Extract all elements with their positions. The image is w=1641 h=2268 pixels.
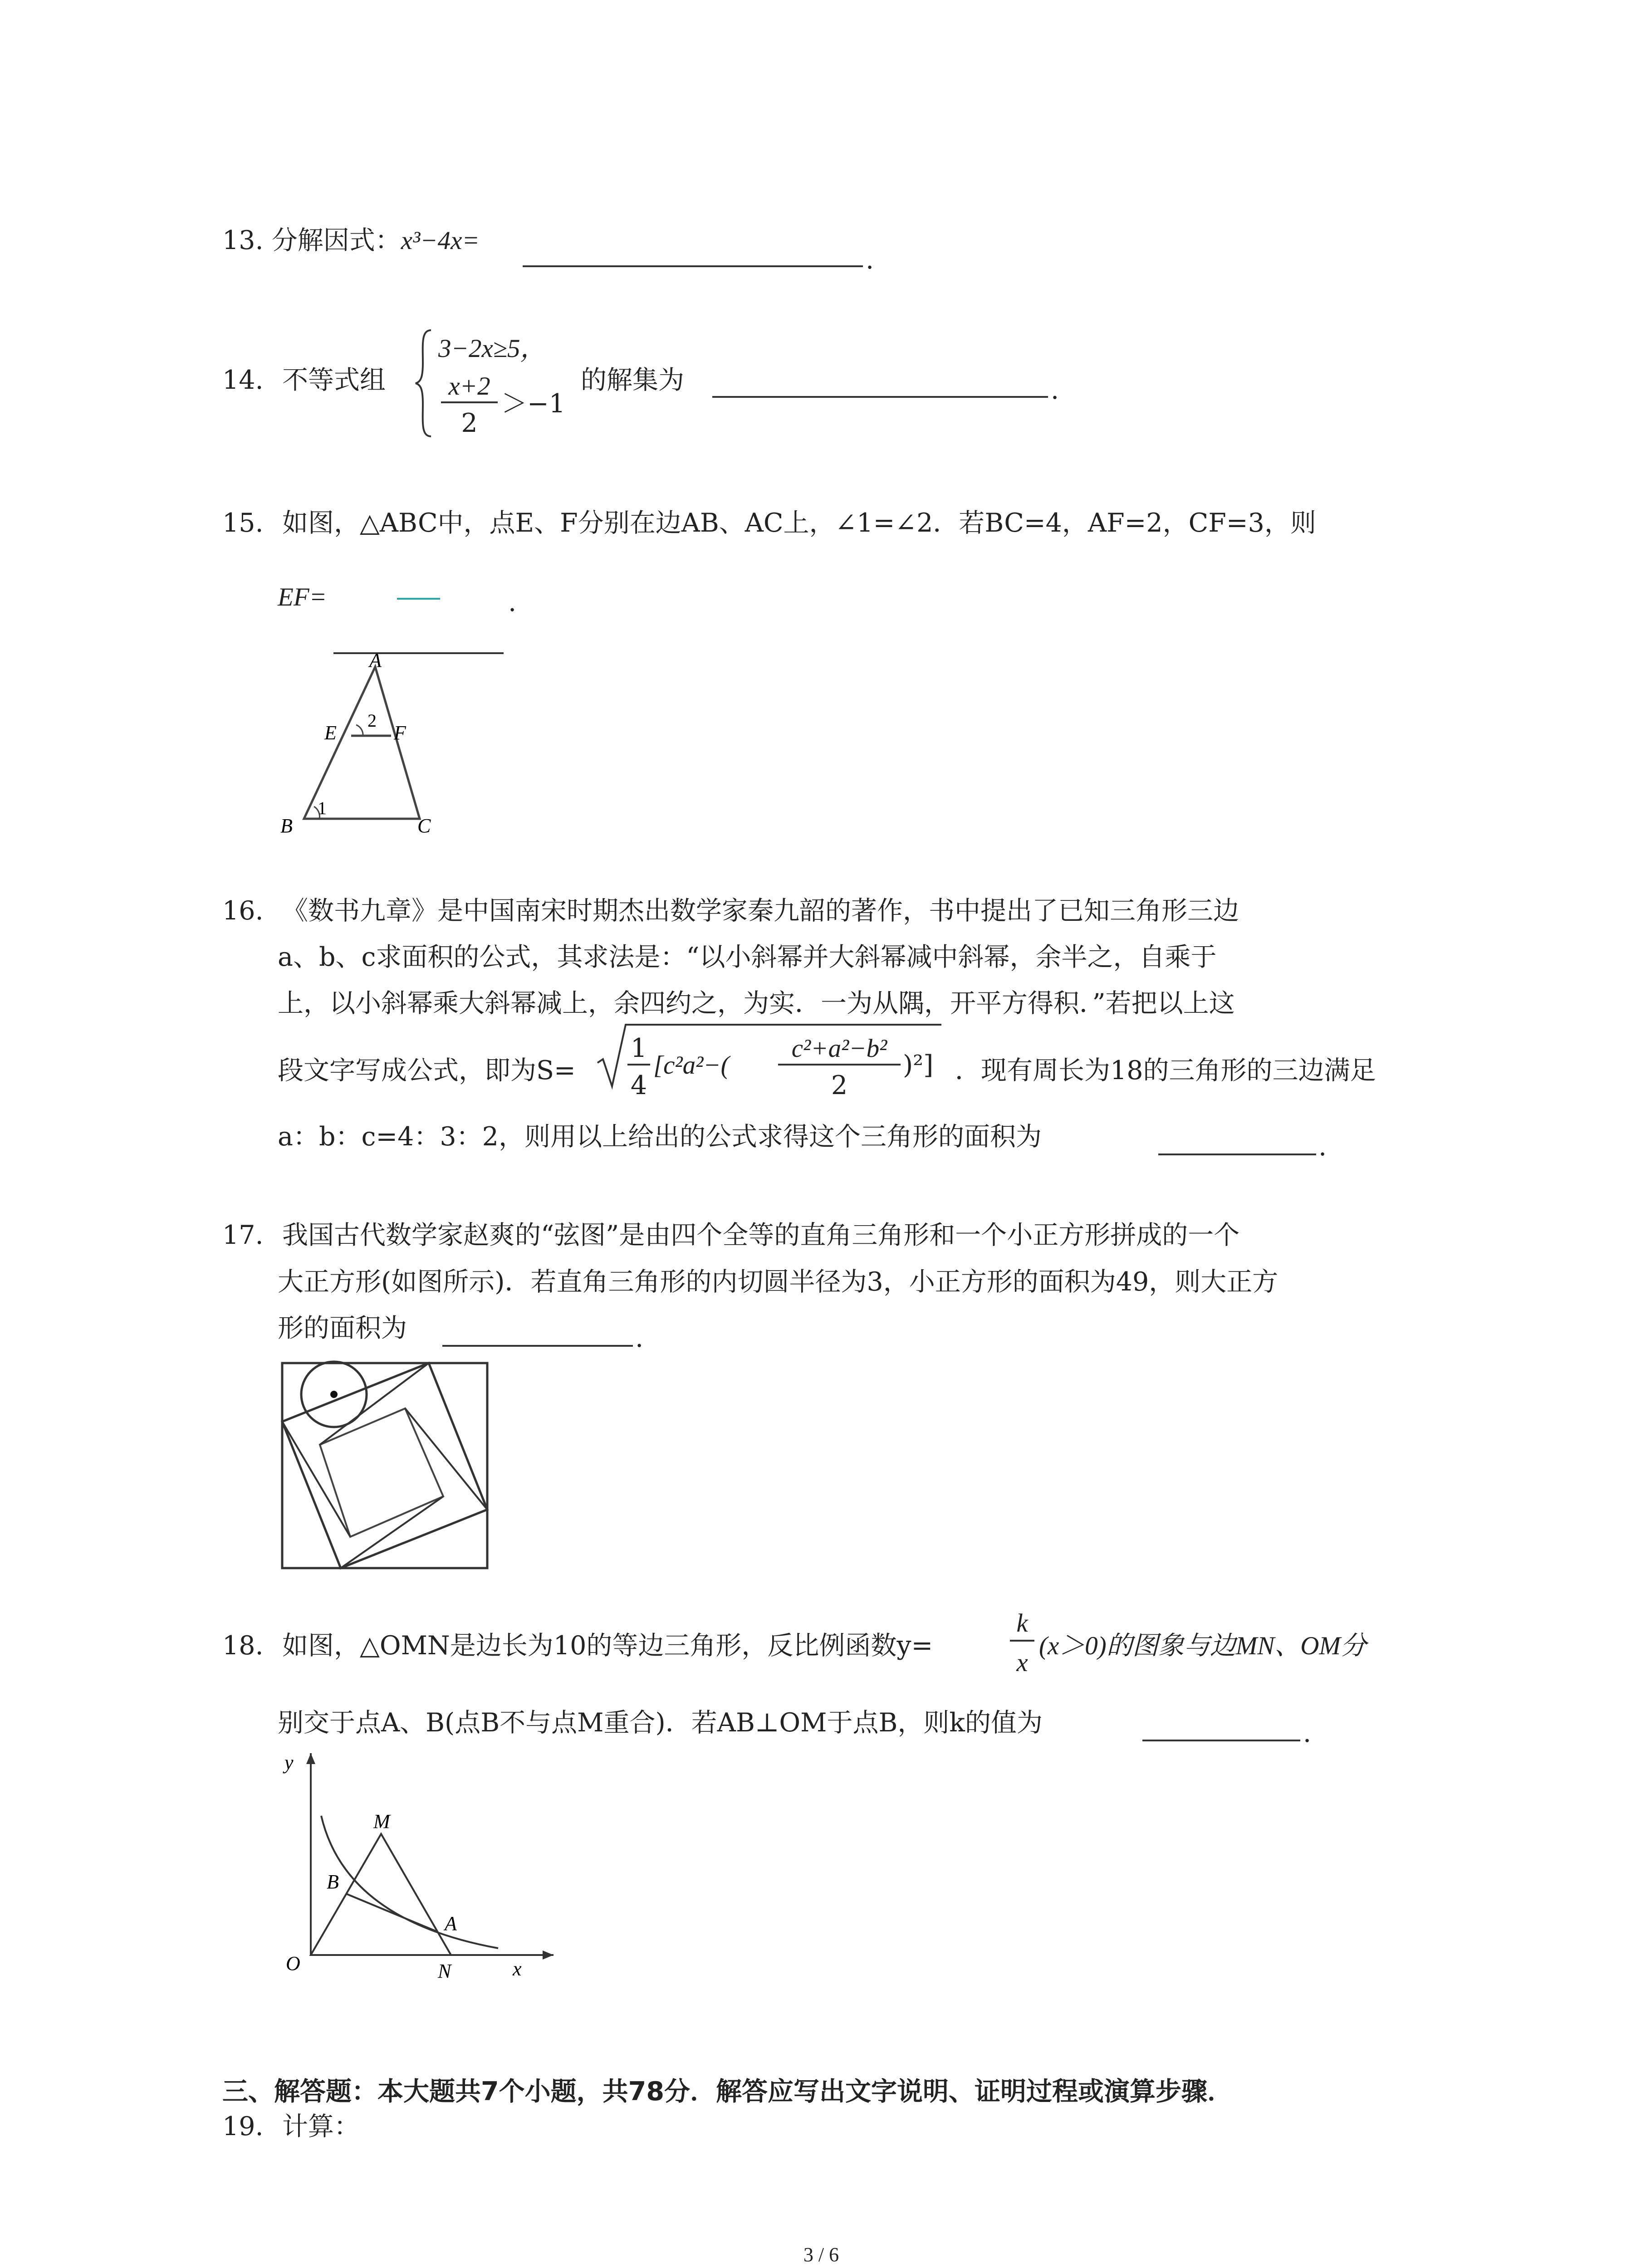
- q15-end: .: [508, 587, 517, 617]
- q16-quarter-bar: [627, 1064, 650, 1066]
- q13: [222, 225, 480, 255]
- q13-end: .: [866, 245, 874, 275]
- q14-end: .: [1051, 375, 1059, 405]
- q14-text: 不等式组: [282, 365, 386, 395]
- q17-line3: 形的面积为: [278, 1313, 407, 1343]
- q18-fraction-bar: [1010, 1640, 1034, 1642]
- q16-line1: 《数书九章》是中国南宋时期杰出数学家秦九韶的著作，书中提出了已知三角形三边: [282, 896, 1239, 926]
- q16-inner-den: 2: [831, 1070, 848, 1100]
- page-number: 3 / 6: [803, 2244, 839, 2266]
- q16-line4a: 段文字写成公式，即为S=: [278, 1056, 576, 1085]
- q15-line1: 如图，△ABC中，点E、F分别在边AB、AC上，∠1=∠2．若BC=4，AF=2，CF=3，则: [282, 508, 1316, 538]
- q18-label-a: A: [445, 1912, 457, 1935]
- q15-label-c: C: [417, 815, 431, 837]
- q15-angle-1: 1: [318, 798, 327, 818]
- q16-answer-blank[interactable]: [1158, 1154, 1316, 1155]
- q18-axis-y: y: [284, 1751, 294, 1774]
- q13-number: 13.: [222, 225, 264, 255]
- q15-label-e: E: [324, 722, 337, 744]
- q17-number: 17.: [222, 1220, 264, 1250]
- q15-line2: EF=: [278, 583, 327, 611]
- q13-text: 分解因式：: [271, 225, 401, 255]
- q14-line1: 3−2x≥5，: [438, 334, 546, 363]
- q16-inner-num: c²+a²−b²: [791, 1034, 887, 1063]
- q16-line4b: ．现有周长为18的三角形的三边满足: [955, 1056, 1376, 1085]
- q18-label-b: B: [327, 1871, 339, 1893]
- q15-label-b: B: [280, 815, 293, 837]
- q16-end: .: [1318, 1132, 1327, 1162]
- q18-k: k: [1016, 1609, 1028, 1637]
- q14-fraction-bar: [441, 401, 498, 403]
- q15-number: 15.: [222, 508, 264, 538]
- q15-label-f: F: [394, 722, 406, 744]
- q18-axis-x: x: [513, 1958, 522, 1980]
- q17-end: .: [635, 1323, 644, 1353]
- q16-quarter-num: 1: [630, 1033, 647, 1063]
- q14-answer-blank[interactable]: [712, 396, 1048, 398]
- q13-answer-blank[interactable]: [523, 265, 863, 267]
- q15-label-a: A: [369, 653, 382, 671]
- q18-number: 18.: [222, 1631, 264, 1661]
- q18-x: x: [1016, 1648, 1028, 1677]
- q14-brace: [413, 327, 436, 440]
- q18-figure: [268, 1749, 558, 2003]
- q14-after: 的解集为: [581, 365, 684, 395]
- q17-line1: 我国古代数学家赵爽的“弦图”是由四个全等的直角三角形和一个小正方形拼成的一个: [282, 1220, 1240, 1250]
- q18-line2: 别交于点A、B(点B不与点M重合)．若AB⊥OM于点B，则k的值为: [278, 1708, 1043, 1738]
- q18-label-m: M: [373, 1810, 390, 1833]
- q18-answer-blank[interactable]: [1142, 1740, 1300, 1741]
- q16-inner-bar: [778, 1064, 901, 1066]
- q18-label-n: N: [438, 1960, 451, 1982]
- q18-label-o: O: [286, 1952, 300, 1975]
- q14-relation: ＞−1: [501, 389, 566, 419]
- q16-quarter-den: 4: [630, 1070, 647, 1100]
- q19-number: 19.: [222, 2112, 264, 2141]
- q16-line2: a、b、c求面积的公式，其求法是：“以小斜幂并大斜幂减中斜幂，余半之，自乘于: [278, 942, 1217, 972]
- q16-formula-mid: [c²a²−(: [653, 1051, 730, 1080]
- q14-denominator: 2: [461, 408, 478, 438]
- q17-line2: 大正方形(如图所示)．若直角三角形的内切圆半径为3，小正方形的面积为49，则大正方: [278, 1267, 1279, 1297]
- q16-line5: a：b：c=4：3：2，则用以上给出的公式求得这个三角形的面积为: [278, 1122, 1042, 1152]
- q18-line1a: 如图，△OMN是边长为10的等边三角形，反比例函数y=: [282, 1631, 933, 1661]
- q18-end: .: [1303, 1718, 1312, 1748]
- section3-heading: 三、解答题：本大题共7个小题，共78分．解答应写出文字说明、证明过程或演算步骤．: [222, 2077, 1233, 2107]
- q14-number: 14.: [222, 365, 264, 395]
- q16-formula-close: )²]: [903, 1050, 934, 1080]
- q16-number: 16.: [222, 896, 264, 926]
- q16-line3: 上，以小斜幂乘大斜幂减上，余四约之，为实．一为从隅，开平方得积．”若把以上这: [278, 988, 1235, 1018]
- q17-answer-blank[interactable]: [442, 1345, 633, 1347]
- q13-expr: x³−4x=: [401, 226, 480, 255]
- q14-numerator: x+2: [448, 372, 490, 401]
- q15-angle-2: 2: [367, 710, 377, 731]
- q17-xian-figure: [278, 1359, 495, 1576]
- q15-figure: [272, 653, 445, 844]
- q19-text: 计算：: [282, 2112, 360, 2141]
- q15-teal-mark: [397, 598, 440, 600]
- q18-line1b: (x＞0)的图象与边MN、OM分: [1039, 1632, 1367, 1660]
